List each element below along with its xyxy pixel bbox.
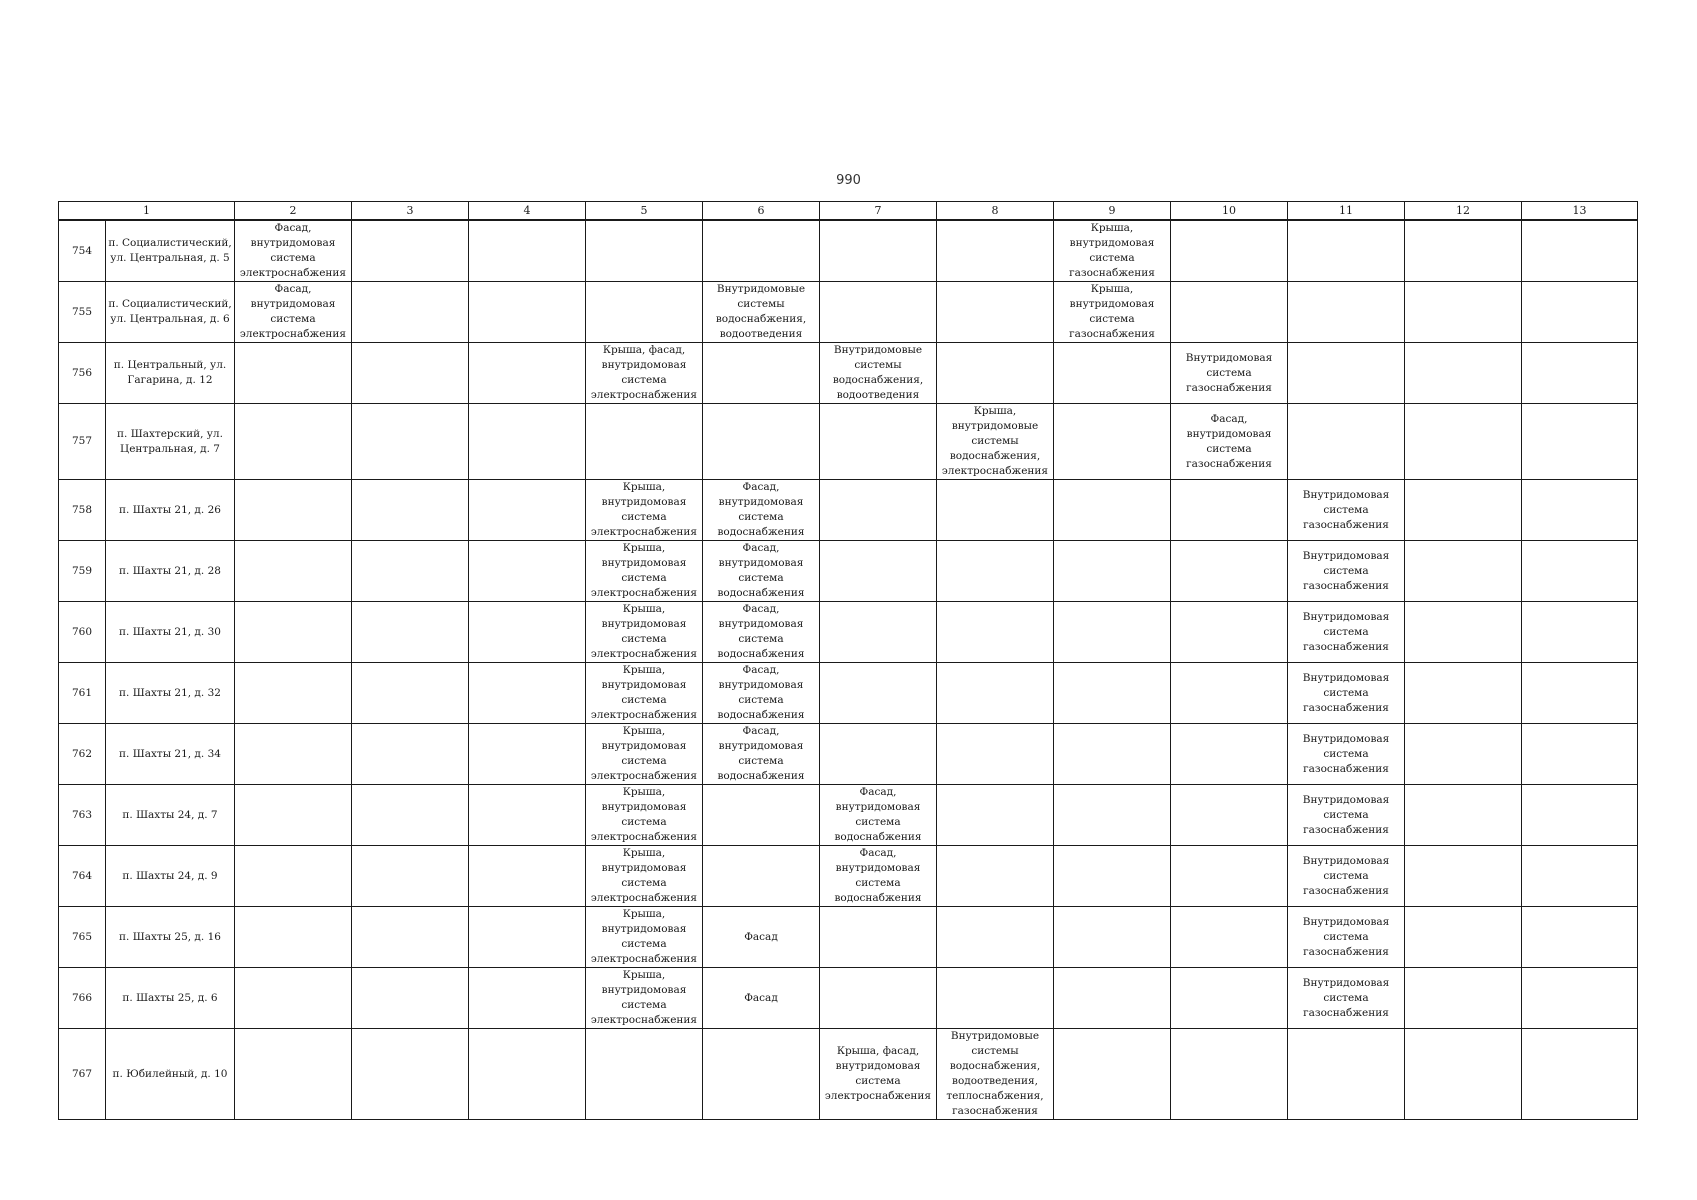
page-number: 990: [836, 173, 861, 188]
work-cell-col-13: [1522, 1029, 1638, 1120]
work-cell-col-8: [937, 541, 1054, 602]
work-cell-col-6: [703, 1029, 820, 1120]
work-cell-col-13: [1522, 907, 1638, 968]
work-cell-col-9: [1054, 663, 1171, 724]
work-cell-col-10: [1171, 541, 1288, 602]
work-cell-col-3: [352, 220, 469, 282]
work-cell-col-11: [1288, 282, 1405, 343]
work-cell-col-3: [352, 541, 469, 602]
work-cell-col-4: [469, 343, 586, 404]
address-cell: п. Шахты 21, д. 32: [106, 663, 235, 724]
work-cell-col-9: [1054, 907, 1171, 968]
work-cell-col-11: Внутридомовая система газоснабжения: [1288, 785, 1405, 846]
work-cell-col-11: Внутридомовая система газоснабжения: [1288, 846, 1405, 907]
work-cell-col-3: [352, 480, 469, 541]
work-cell-col-10: [1171, 220, 1288, 282]
work-cell-col-3: [352, 907, 469, 968]
work-cell-col-5: Крыша, внутридомовая система электроснабжения: [586, 724, 703, 785]
address-cell: п. Центральный, ул. Гагарина, д. 12: [106, 343, 235, 404]
work-cell-col-5: Крыша, внутридомовая система электроснабжения: [586, 785, 703, 846]
work-cell-col-12: [1405, 404, 1522, 480]
work-cell-col-5: Крыша, внутридомовая система электроснабжения: [586, 663, 703, 724]
column-header-10: 10: [1171, 202, 1288, 221]
work-cell-col-11: Внутридомовая система газоснабжения: [1288, 541, 1405, 602]
work-cell-col-6: [703, 785, 820, 846]
work-cell-col-11: [1288, 1029, 1405, 1120]
work-cell-col-12: [1405, 663, 1522, 724]
work-cell-col-4: [469, 1029, 586, 1120]
column-header-3: 3: [352, 202, 469, 221]
work-cell-col-9: [1054, 480, 1171, 541]
row-number: 764: [59, 846, 106, 907]
work-cell-col-2: [235, 404, 352, 480]
address-cell: п. Шахты 21, д. 34: [106, 724, 235, 785]
work-cell-col-10: [1171, 480, 1288, 541]
row-number: 758: [59, 480, 106, 541]
work-cell-col-2: [235, 724, 352, 785]
column-header-13: 13: [1522, 202, 1638, 221]
work-cell-col-13: [1522, 220, 1638, 282]
work-cell-col-7: Крыша, фасад, внутридомовая система электроснабжения: [820, 1029, 937, 1120]
work-cell-col-11: Внутридомовая система газоснабжения: [1288, 907, 1405, 968]
work-cell-col-10: [1171, 846, 1288, 907]
work-cell-col-4: [469, 541, 586, 602]
work-cell-col-10: Внутридомовая система газоснабжения: [1171, 343, 1288, 404]
work-cell-col-11: [1288, 404, 1405, 480]
table-row: [59, 1029, 1638, 1120]
work-cell-col-3: [352, 846, 469, 907]
table-row: [59, 282, 1638, 343]
work-cell-col-7: [820, 602, 937, 663]
column-header-2: 2: [235, 202, 352, 221]
work-cell-col-13: [1522, 343, 1638, 404]
address-cell: п. Шахты 21, д. 26: [106, 480, 235, 541]
work-cell-col-4: [469, 282, 586, 343]
work-cell-col-3: [352, 785, 469, 846]
work-cell-col-8: [937, 724, 1054, 785]
work-cell-col-4: [469, 724, 586, 785]
address-cell: п. Шахты 21, д. 28: [106, 541, 235, 602]
work-cell-col-8: [937, 343, 1054, 404]
work-cell-col-3: [352, 602, 469, 663]
work-cell-col-10: [1171, 602, 1288, 663]
row-number: 756: [59, 343, 106, 404]
address-cell: п. Шахты 25, д. 16: [106, 907, 235, 968]
work-cell-col-13: [1522, 541, 1638, 602]
row-number: 755: [59, 282, 106, 343]
work-cell-col-10: [1171, 663, 1288, 724]
work-cell-col-11: Внутридомовая система газоснабжения: [1288, 724, 1405, 785]
work-cell-col-6: [703, 404, 820, 480]
work-cell-col-5: Крыша, внутридомовая система электроснабжения: [586, 968, 703, 1029]
work-cell-col-3: [352, 968, 469, 1029]
work-cell-col-4: [469, 663, 586, 724]
work-cell-col-2: [235, 480, 352, 541]
work-cell-col-8: [937, 907, 1054, 968]
work-cell-col-6: [703, 846, 820, 907]
work-cell-col-10: [1171, 785, 1288, 846]
work-cell-col-3: [352, 282, 469, 343]
work-cell-col-5: Крыша, внутридомовая система электроснабжения: [586, 541, 703, 602]
address-cell: п. Социалистический, ул. Центральная, д. 5: [106, 220, 235, 282]
work-cell-col-11: Внутридомовая система газоснабжения: [1288, 480, 1405, 541]
column-header-7: 7: [820, 202, 937, 221]
work-cell-col-7: Фасад, внутридомовая система водоснабжения: [820, 785, 937, 846]
row-number: 761: [59, 663, 106, 724]
work-cell-col-4: [469, 220, 586, 282]
work-cell-col-8: [937, 785, 1054, 846]
work-cell-col-9: [1054, 343, 1171, 404]
work-cell-col-2: Фасад, внутридомовая система электроснабжения: [235, 220, 352, 282]
work-cell-col-8: [937, 968, 1054, 1029]
work-cell-col-4: [469, 968, 586, 1029]
address-cell: п. Шахты 21, д. 30: [106, 602, 235, 663]
work-cell-col-4: [469, 602, 586, 663]
column-header-12: 12: [1405, 202, 1522, 221]
work-cell-col-13: [1522, 846, 1638, 907]
work-cell-col-9: [1054, 541, 1171, 602]
work-cell-col-12: [1405, 968, 1522, 1029]
work-cell-col-11: [1288, 220, 1405, 282]
repair-schedule-table: [58, 201, 1638, 1120]
column-header-4: 4: [469, 202, 586, 221]
table-row: [59, 663, 1638, 724]
row-number: 766: [59, 968, 106, 1029]
work-cell-col-9: [1054, 785, 1171, 846]
work-cell-col-10: Фасад, внутридомовая система газоснабжения: [1171, 404, 1288, 480]
work-cell-col-6: [703, 220, 820, 282]
work-cell-col-9: [1054, 724, 1171, 785]
work-cell-col-12: [1405, 602, 1522, 663]
table-row: [59, 480, 1638, 541]
work-cell-col-9: Крыша, внутридомовая система газоснабжения: [1054, 220, 1171, 282]
work-cell-col-12: [1405, 846, 1522, 907]
table-row: [59, 785, 1638, 846]
table-row: [59, 602, 1638, 663]
work-cell-col-4: [469, 404, 586, 480]
address-cell: п. Шахты 24, д. 7: [106, 785, 235, 846]
work-cell-col-3: [352, 724, 469, 785]
work-cell-col-10: [1171, 724, 1288, 785]
work-cell-col-2: [235, 343, 352, 404]
address-cell: п. Шахты 24, д. 9: [106, 846, 235, 907]
address-cell: п. Социалистический, ул. Центральная, д. 6: [106, 282, 235, 343]
work-cell-col-9: [1054, 846, 1171, 907]
work-cell-col-12: [1405, 541, 1522, 602]
work-cell-col-13: [1522, 282, 1638, 343]
column-header-1: 1: [59, 202, 235, 221]
work-cell-col-13: [1522, 663, 1638, 724]
row-number: 754: [59, 220, 106, 282]
row-number: 763: [59, 785, 106, 846]
work-cell-col-7: [820, 663, 937, 724]
work-cell-col-6: Фасад, внутридомовая система водоснабжения: [703, 663, 820, 724]
column-header-8: 8: [937, 202, 1054, 221]
work-cell-col-5: [586, 404, 703, 480]
work-cell-col-5: Крыша, внутридомовая система электроснабжения: [586, 846, 703, 907]
work-cell-col-7: Фасад, внутридомовая система водоснабжения: [820, 846, 937, 907]
work-cell-col-5: Крыша, внутридомовая система электроснабжения: [586, 480, 703, 541]
table-row: [59, 404, 1638, 480]
work-cell-col-10: [1171, 907, 1288, 968]
work-cell-col-4: [469, 846, 586, 907]
table-row: [59, 541, 1638, 602]
row-number: 762: [59, 724, 106, 785]
work-cell-col-4: [469, 785, 586, 846]
work-cell-col-3: [352, 404, 469, 480]
work-cell-col-7: [820, 541, 937, 602]
work-cell-col-6: Внутридомовые системы водоснабжения, водоотведения: [703, 282, 820, 343]
row-number: 757: [59, 404, 106, 480]
work-cell-col-11: [1288, 343, 1405, 404]
column-header-11: 11: [1288, 202, 1405, 221]
work-cell-col-6: Фасад, внутридомовая система водоснабжения: [703, 724, 820, 785]
row-number: 759: [59, 541, 106, 602]
work-cell-col-13: [1522, 404, 1638, 480]
work-cell-col-8: Крыша, внутридомовые системы водоснабжения, электроснабжения: [937, 404, 1054, 480]
work-cell-col-13: [1522, 968, 1638, 1029]
table-header-row: [59, 202, 1638, 221]
column-header-6: 6: [703, 202, 820, 221]
work-cell-col-2: [235, 663, 352, 724]
column-header-5: 5: [586, 202, 703, 221]
work-cell-col-2: [235, 541, 352, 602]
work-cell-col-8: [937, 480, 1054, 541]
work-cell-col-11: Внутридомовая система газоснабжения: [1288, 663, 1405, 724]
work-cell-col-8: [937, 602, 1054, 663]
address-cell: п. Шахтерский, ул. Центральная, д. 7: [106, 404, 235, 480]
table-row: [59, 220, 1638, 282]
work-cell-col-8: [937, 846, 1054, 907]
work-cell-col-9: [1054, 1029, 1171, 1120]
work-cell-col-5: Крыша, фасад, внутридомовая система электроснабжения: [586, 343, 703, 404]
work-cell-col-6: Фасад: [703, 968, 820, 1029]
work-cell-col-5: Крыша, внутридомовая система электроснабжения: [586, 907, 703, 968]
work-cell-col-10: [1171, 1029, 1288, 1120]
table-row: [59, 724, 1638, 785]
work-cell-col-9: [1054, 404, 1171, 480]
work-cell-col-12: [1405, 282, 1522, 343]
work-cell-col-8: Внутридомовые системы водоснабжения, водоотведения, теплоснабжения, газоснабжения: [937, 1029, 1054, 1120]
work-cell-col-5: [586, 220, 703, 282]
work-cell-col-10: [1171, 968, 1288, 1029]
work-cell-col-10: [1171, 282, 1288, 343]
work-cell-col-12: [1405, 220, 1522, 282]
work-cell-col-11: Внутридомовая система газоснабжения: [1288, 602, 1405, 663]
work-cell-col-7: [820, 480, 937, 541]
work-cell-col-4: [469, 480, 586, 541]
table-row: [59, 907, 1638, 968]
work-cell-col-5: [586, 282, 703, 343]
work-cell-col-12: [1405, 1029, 1522, 1120]
work-cell-col-9: Крыша, внутридомовая система газоснабжения: [1054, 282, 1171, 343]
work-cell-col-6: [703, 343, 820, 404]
work-cell-col-4: [469, 907, 586, 968]
work-cell-col-11: Внутридомовая система газоснабжения: [1288, 968, 1405, 1029]
work-cell-col-3: [352, 1029, 469, 1120]
work-cell-col-2: [235, 1029, 352, 1120]
work-cell-col-2: Фасад, внутридомовая система электроснабжения: [235, 282, 352, 343]
work-cell-col-12: [1405, 343, 1522, 404]
work-cell-col-12: [1405, 724, 1522, 785]
work-cell-col-6: Фасад: [703, 907, 820, 968]
work-cell-col-2: [235, 968, 352, 1029]
work-cell-col-12: [1405, 907, 1522, 968]
work-cell-col-8: [937, 282, 1054, 343]
work-cell-col-7: [820, 968, 937, 1029]
row-number: 760: [59, 602, 106, 663]
work-cell-col-5: [586, 1029, 703, 1120]
work-cell-col-2: [235, 785, 352, 846]
work-cell-col-6: Фасад, внутридомовая система водоснабжения: [703, 602, 820, 663]
table-row: [59, 968, 1638, 1029]
work-cell-col-7: [820, 404, 937, 480]
work-cell-col-13: [1522, 785, 1638, 846]
table-row: [59, 846, 1638, 907]
work-cell-col-5: Крыша, внутридомовая система электроснабжения: [586, 602, 703, 663]
work-cell-col-7: [820, 907, 937, 968]
work-cell-col-9: [1054, 968, 1171, 1029]
work-cell-col-13: [1522, 724, 1638, 785]
work-cell-col-7: [820, 282, 937, 343]
address-cell: п. Юбилейный, д. 10: [106, 1029, 235, 1120]
work-cell-col-3: [352, 663, 469, 724]
work-cell-col-6: Фасад, внутридомовая система водоснабжения: [703, 480, 820, 541]
row-number: 767: [59, 1029, 106, 1120]
column-header-9: 9: [1054, 202, 1171, 221]
work-cell-col-7: [820, 220, 937, 282]
work-cell-col-13: [1522, 602, 1638, 663]
work-cell-col-2: [235, 846, 352, 907]
work-cell-col-7: [820, 724, 937, 785]
work-cell-col-2: [235, 907, 352, 968]
work-cell-col-9: [1054, 602, 1171, 663]
work-cell-col-2: [235, 602, 352, 663]
row-number: 765: [59, 907, 106, 968]
work-cell-col-12: [1405, 480, 1522, 541]
work-cell-col-13: [1522, 480, 1638, 541]
work-cell-col-8: [937, 663, 1054, 724]
work-cell-col-3: [352, 343, 469, 404]
work-cell-col-12: [1405, 785, 1522, 846]
work-cell-col-7: Внутридомовые системы водоснабжения, водоотведения: [820, 343, 937, 404]
work-cell-col-6: Фасад, внутридомовая система водоснабжения: [703, 541, 820, 602]
work-cell-col-8: [937, 220, 1054, 282]
table-row: [59, 343, 1638, 404]
address-cell: п. Шахты 25, д. 6: [106, 968, 235, 1029]
